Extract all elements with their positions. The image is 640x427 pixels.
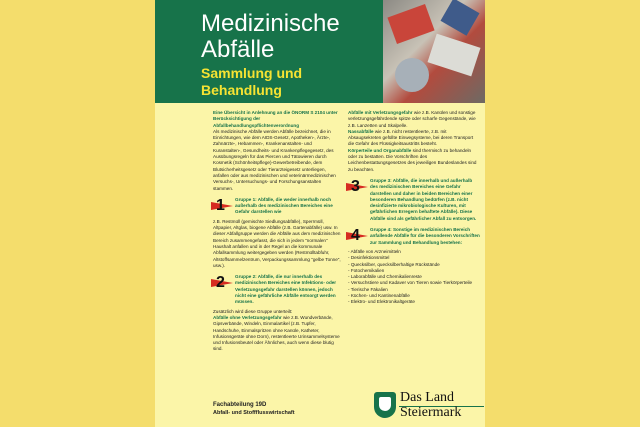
steiermark-logo [374,390,484,427]
group-4-list [348,249,480,306]
group-1 [213,197,341,216]
title-line1: Medizinische [201,10,340,37]
group-3-marker: 3 [348,178,368,196]
left-margin [0,0,155,427]
list-item: - Küchen- und Kantinenabfälle [348,293,410,299]
text-column-left [213,110,341,353]
list-item: - Abfälle von Arzneimitteln [348,248,401,254]
group-3 [348,178,480,222]
group-2-sub-text: wie z.B. Wundverbände, Gipsverbände, Windeln, Einmalartikel (z.B. Tupfer, Handschuhe, Einmalspritzen ohne Kanüle, Katheter, Infusionsgeräte ohne Dorn), restentleerte Urinsammelsysteme und Infusionsbeutel oder Ähnliches, auch wenn diese blutig sind. [213,314,340,352]
group-1-marker: 1 [213,197,233,215]
footer-department: Fachabteilung 19D [213,402,267,408]
group-2-sub2-text: wie z.B. Kanülen und sonstige verletzungsgefährdende spitze oder scharfe Gegenstände, wie z.B. Lanzetten und Skalpelle. [348,110,476,128]
group-2 [213,274,341,305]
group-4 [348,227,480,246]
brochure-page [155,0,485,427]
list-item: - Laborabfälle und Chemikalienreste [348,274,422,280]
group-2-sub4-lead: Körperteile und Organabfälle [348,147,412,153]
group-2-sub-lead: Abfälle ohne Verletzungsgefahr [213,314,282,320]
subtitle-line1: Sammlung und [201,65,303,81]
medical-waste-photo [383,0,485,103]
group-4-title: Gruppe 4: Sonstige im medizinischen Bereich anfallende Abfälle für die besonderen Vorschriften zur Sammlung und Behandlung bestehen: [370,227,480,245]
text-column-right [348,110,480,306]
group-4-marker: 4 [348,227,368,245]
group-2-title: Gruppe 2: Abfälle, die nur innerhalb des medizinischen Bereiches eine Infektions- oder Verletzungsgefahr darstellen können, jedoch nicht eine gefährliche Abfälle entsorgt werden müssen. [235,274,337,305]
list-item: - Tierische Fäkalien [348,286,388,292]
group-2-marker: 2 [213,274,233,292]
coat-of-arms-icon [374,392,396,418]
intro-lead: Eine Übersicht in Anlehnung an die ÖNORM S 2104 unter Berücksichtigung der Abfallbehandlungspflichtenverordnung [213,110,338,128]
group-1-text: z.B. Restmüll (gemischte Siedlungsabfälle), Sperrmüll, Altpapier, Altglas, biogene Abfälle (z.B. Gartenabfälle) usw. In dieser Abfallgruppe werden die Abfälle aus dem medizinischen Bereich zusammengefasst, die sich in jedem "normalen" Haushalt anfallen und in der Regel an die kommunale Abfallsammlung weitergegeben werden (Restmülltabfuhr, Altstoffsammelzentrum, Verpackungssammlung "gelbe Tonne", usw.). [213,218,341,268]
group-2-sub3-text: wie z.B. nicht restentleerte, z.B. mit Absaugsekreten gefüllte Einwegsysteme, bei deren Transport die Gefahr des Flüssigkeitsaustritts besteht. [348,128,474,147]
group-2-sub2-lead: Abfälle mit Verletzungsgefahr [348,110,413,115]
right-margin [485,0,640,427]
header-band [155,0,485,103]
intro-body: Als medizinische Abfälle werden Abfälle bezeichnet, die in Einrichtungen, wie dem AIDS-Gesetz, Apotheken-, Ärzte-, Zahnärzte-, Hebammen-, Krankenanstalten- und Kuranstalten-, Gesundheits- und Krankenpflegegesetz, des Ausübungsregeln für das Piercen und Tätowieren durch Kosmetik (Schönheitspflege)-Gewerbetreibende, dem Blutsicherheitsgesetz oder Tierarzteigesetz unterliegen, anfallen oder aus medizinischen und veterinärmedizinischen Versuchs-, Untersuchungs- und Forschungsanstalten stammen. [213,128,336,191]
list-item: - Fotochemikalien [348,267,385,273]
title-line2: Abfälle [201,36,275,63]
group-3-title: Gruppe 3: Abfälle, die innerhalb und außerhalb des medizinischen Bereiches eine Gefahr darstellen und daher in beiden Bereichen einer besonderen Behandlung bedürfen (z.B. nicht desinfizierte mikrobiologische Kulturen, mit gefährlichen Erregern behaftete Abfälle). Diese Abfälle sind als gefährlicher Abfall zu entsorgen. [370,177,477,221]
list-item: - Versuchstiere und Kadaver von Tieren sowie Tierkörperteile [348,280,473,286]
list-item: - Desinfektionsmittel [348,255,390,261]
list-item: - Quecksilber, quecksilberhaltige Rückstände [348,261,440,267]
group-2-sub4-text: sind thermisch zu behandeln oder zu bestatten. Die Vorschriften des Leichenbestattungsgesetzes des jeweiligen Bundeslandes sind zu beachten. [348,147,477,172]
group-2-text: Zusätzlich wird diese Gruppe unterteilt: [213,308,293,314]
group-2-sub3-lead: Nassabfälle [348,128,374,134]
logo-line2: Steiermark [400,405,462,420]
group-1-title: Gruppe 1: Abfälle, die weder innerhalb noch außerhalb des medizinischen Bereiches eine Gefahr darstellen wie [235,196,333,215]
logo-line1: Das Land [400,390,455,405]
subtitle-line2: Behandlung [201,82,282,98]
list-item: - Elektro- und Elektronikaltgeräte [348,299,415,305]
footer-division: Abfall- und Stoffflusswirtschaft [213,410,295,416]
